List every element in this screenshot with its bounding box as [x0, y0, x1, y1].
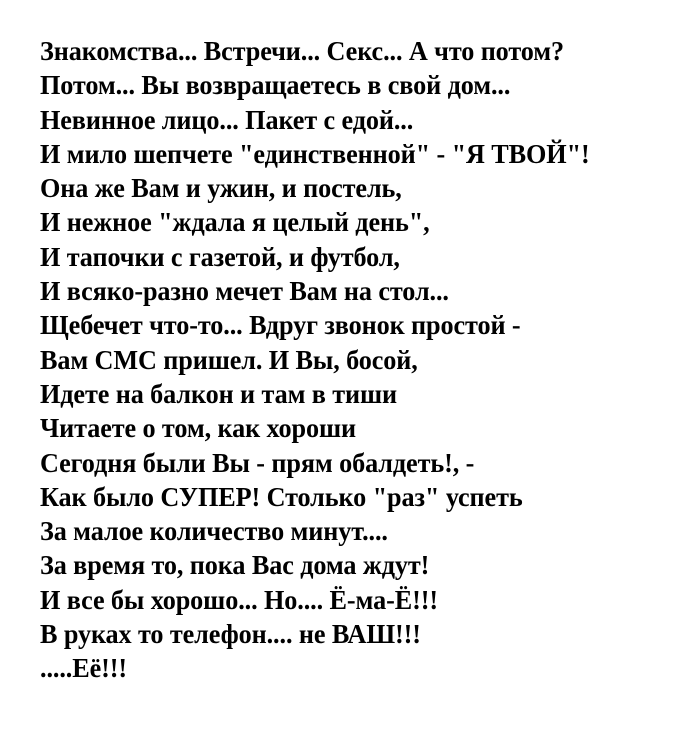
- poem-line: В руках то телефон.... не ВАШ!!!: [40, 619, 421, 650]
- poem-line: И тапочки с газетой, и футбол,: [40, 241, 400, 272]
- poem-line: Она же Вам и ужин, и постель,: [40, 173, 402, 204]
- poem-line: За малое количество минут....: [40, 516, 388, 547]
- poem-line: Потом... Вы возвращаетесь в свой дом...: [40, 70, 511, 101]
- poem-line: Вам СМС пришел. И Вы, босой,: [40, 344, 418, 375]
- poem-line: За время то, пока Вас дома ждут!: [40, 550, 430, 581]
- poem-line: Идете на балкон и там в тиши: [40, 378, 398, 409]
- poem-line: Сегодня были Вы - прям обалдеть!, -: [40, 447, 475, 478]
- poem-line: И все бы хорошо... Но.... Ё-ма-Ё!!!: [40, 584, 438, 615]
- poem-line: Знакомства... Встречи... Секс... А что потом?: [40, 36, 565, 66]
- poem-text: [40, 34, 680, 686]
- poem-line: И всяко-разно мечет Вам на стол...: [40, 276, 449, 307]
- poem-line: .....Её!!!: [40, 653, 128, 684]
- poem-line: Читаете о том, как хороши: [40, 413, 357, 444]
- poem-line: И нежное "ждала я целый день",: [40, 207, 430, 238]
- poem-line: Невинное лицо... Пакет с едой...: [40, 104, 414, 135]
- poem-line: Щебечет что-то... Вдруг звонок простой -: [40, 310, 521, 341]
- poem-line: Как было СУПЕР! Столько "раз" успеть: [40, 481, 523, 512]
- poem-line: И мило шепчете "единственной" - "Я ТВОЙ"!: [40, 138, 590, 169]
